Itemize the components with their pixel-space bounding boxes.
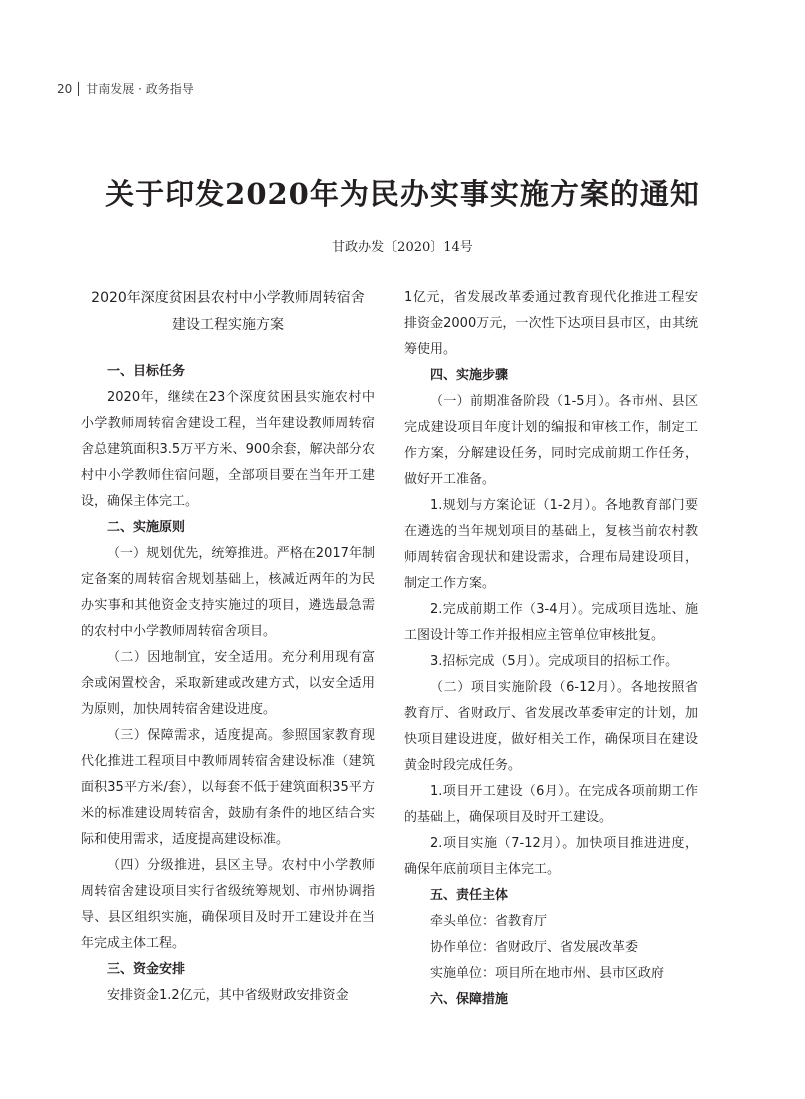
paragraph: 安排资金1.2亿元，其中省级财政安排资金 (107, 988, 349, 1003)
paragraph: 1亿元，省发展改革委通过教育现代化推进工程安排资金2000万元，一次性下达项目县市区，由其统筹使用。 (404, 290, 698, 357)
paragraph: 1.规划与方案论证（1-2月）。各地教育部门要在遴选的当年规划项目的基础上，复核当前农村教师周转宿舍现状和建设需求，合理布局建设项目，制定工作方案。 (404, 498, 698, 591)
paragraph: （四）分级推进，县区主导。农村中小学教师周转宿舍建设项目实行省级统筹规划、市州协调指导、县区组织实施，确保项目及时开工建设并在当年完成主体工程。 (81, 858, 375, 951)
paragraph: 牵头单位：省教育厅 (430, 914, 548, 929)
paragraph: 协作单位：省财政厅、省发展改革委 (430, 940, 639, 955)
plan-subtitle (81, 285, 375, 339)
running-head (57, 80, 194, 97)
right-column (404, 285, 698, 1013)
paragraph: 1.项目开工建设（6月）。在完成各项前期工作的基础上，确保项目及时开工建设。 (404, 784, 698, 825)
paragraph: （三）保障需求，适度提高。参照国家教育现代化推进工程项目中教师周转宿舍建设标准（建筑面积35平方米/套），以每套不低于建筑面积35平方米的标准建设周转宿舍，鼓励有条件的地区结合实际和使用需求，适度提高建设标准。 (81, 728, 375, 847)
section-name: 甘南发展 · 政务指导 (86, 82, 194, 96)
page-number: 20 (57, 81, 73, 96)
paragraph: 3.招标完成（5月）。完成项目的招标工作。 (430, 654, 679, 669)
section-heading: 三、资金安排 (107, 962, 186, 977)
divider (78, 82, 79, 96)
paragraph: 2.项目实施（7-12月）。加快项目推进进度，确保年底前项目主体完工。 (404, 836, 698, 877)
section-heading: 五、责任主体 (430, 888, 509, 903)
paragraph: 2.完成前期工作（3-4月）。完成项目选址、施工图设计等工作并报相应主管单位审核批复。 (404, 602, 698, 643)
section-heading: 四、实施步骤 (430, 368, 509, 383)
paragraph: （二）因地制宜，安全适用。充分利用现有富余或闲置校舍，采取新建或改建方式，以安全适用为原则，加快周转宿舍建设进度。 (81, 650, 375, 717)
paragraph: （一）规划优先，统筹推进。严格在2017年制定备案的周转宿舍规划基础上，核减近两年的为民办实事和其他资金支持实施过的项目，遴选最急需的农村中小学教师周转宿舍项目。 (81, 546, 375, 639)
section-heading: 一、目标任务 (107, 364, 186, 379)
paragraph: （一）前期准备阶段（1-5月）。各市州、县区完成建设项目年度计划的编报和审核工作，制定工作方案，分解建设任务，同时完成前期工作任务，做好开工准备。 (404, 394, 698, 487)
plan-subtitle-line-1: 2020年深度贫困县农村中小学教师周转宿舍 (91, 290, 365, 306)
plan-subtitle-line-2: 建设工程实施方案 (172, 317, 284, 333)
document-number: 甘政办发〔2020〕14号 (332, 240, 473, 255)
paragraph: （二）项目实施阶段（6-12月）。各地按照省教育厅、省财政厅、省发展改革委审定的计划，加快项目建设进度，做好相关工作，确保项目在建设黄金时段完成任务。 (404, 680, 698, 773)
paragraph: 2020年，继续在23个深度贫困县实施农村中小学教师周转宿舍建设工程，当年建设教师周转宿舍总建筑面积3.5万平方米、900余套，解决部分农村中小学教师住宿问题，全部项目要在当年开工建设，确保主体完工。 (81, 390, 375, 509)
section-heading: 六、保障措施 (430, 992, 509, 1007)
document-title: 关于印发2020年为民办实事实施方案的通知 (105, 177, 700, 211)
section-heading: 二、实施原则 (107, 520, 186, 535)
paragraph: 实施单位：项目所在地市州、县市区政府 (430, 966, 665, 981)
left-column (81, 285, 375, 1009)
